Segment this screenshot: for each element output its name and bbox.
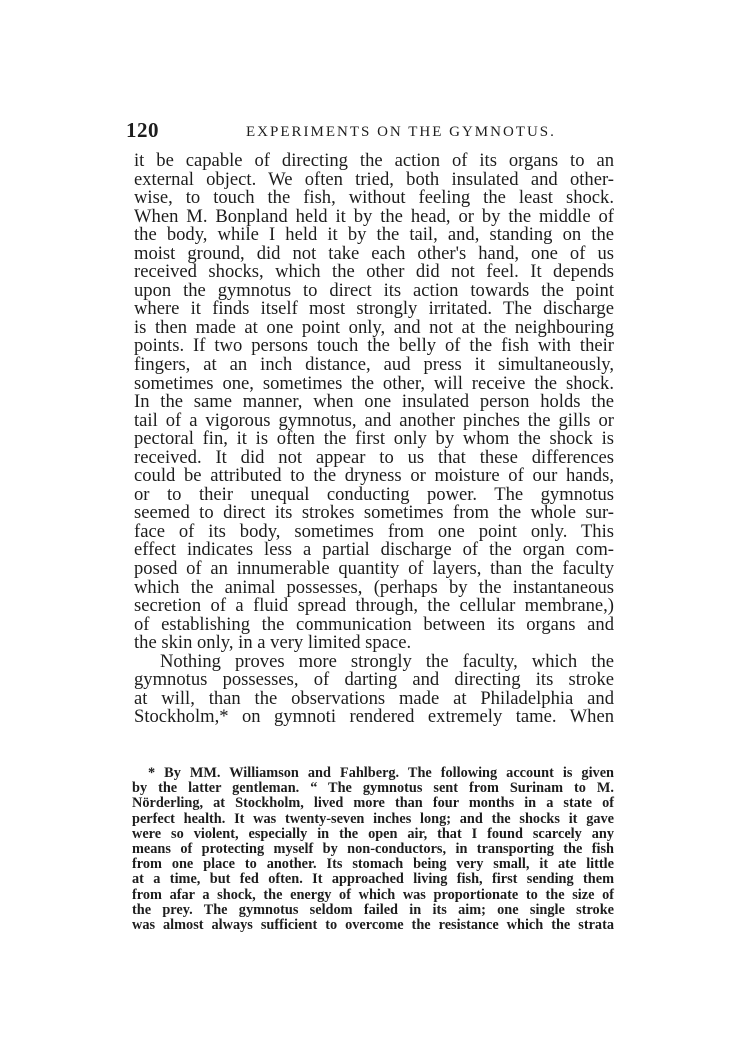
body-line: In the same manner, when one insulated person holds the xyxy=(134,391,614,413)
body-text xyxy=(134,152,614,727)
body-line: tail of a vigorous gymnotus, and another pinches the gills or xyxy=(134,409,614,431)
footnote xyxy=(132,766,614,933)
footnote-line: were so violent, especially in the open air, that I found scarcely any xyxy=(132,825,614,842)
footnote-line: from afar a shock, the energy of which was proportionate to the size of xyxy=(132,886,614,903)
body-line: effect indicates less a partial discharge of the organ com- xyxy=(134,539,614,561)
body-line: the skin only, in a very limited space. xyxy=(134,632,412,654)
body-line: or to their unequal conducting power. The gymnotus xyxy=(134,483,614,505)
body-line: pectoral fin, it is often the first only by whom the shock is xyxy=(134,428,614,450)
body-line: When M. Bonpland held it by the head, or by the middle of xyxy=(134,205,614,227)
footnote-line: from one place to another. Its stomach being very small, it ate little xyxy=(132,856,614,873)
body-line: upon the gymnotus to direct its action towards the point xyxy=(134,279,614,301)
body-line: it be capable of directing the action of its organs to an xyxy=(134,150,614,171)
body-line: Stockholm,* on gymnoti rendered extremely tame. When xyxy=(134,706,614,728)
body-line: secretion of a fluid spread through, the cellular membrane,) xyxy=(134,595,614,617)
body-line: Nothing proves more strongly the faculty, which the xyxy=(160,650,614,672)
body-line: points. If two persons touch the belly of the fish with their xyxy=(134,335,614,357)
footnote-line: means of protecting myself by non-conductors, in transporting the fish xyxy=(132,840,614,857)
running-title: EXPERIMENTS ON THE GYMNOTUS. xyxy=(246,124,556,140)
footnote-line: the prey. The gymnotus seldom failed in its aim; one single stroke xyxy=(132,901,614,918)
body-line: received shocks, which the other did not feel. It depends xyxy=(134,261,614,283)
footnote-line: was almost always sufficient to overcome the resistance which the strata xyxy=(132,916,614,933)
body-line: which the animal possesses, (perhaps by the instantaneous xyxy=(134,576,614,598)
body-line: fingers, at an inch distance, aud press it simultaneously, xyxy=(134,354,614,376)
body-line: face of its body, sometimes from one point only. This xyxy=(134,520,614,542)
body-line: sometimes one, sometimes the other, will receive the shock. xyxy=(134,372,614,394)
footnote-line: by the latter gentleman. “ The gymnotus sent from Surinam to M. xyxy=(132,780,614,797)
body-line: posed of an innumerable quantity of layers, than the faculty xyxy=(134,558,614,580)
body-line: the body, while I held it by the tail, and, standing on the xyxy=(134,224,614,246)
body-line: moist ground, did not take each other's hand, one of us xyxy=(134,242,614,264)
body-line: external object. We often tried, both insulated and other- xyxy=(134,168,614,190)
footnote-line: Nörderling, at Stockholm, lived more than four months in a state of xyxy=(132,795,614,812)
body-line: could be attributed to the dryness or moisture of our hands, xyxy=(134,465,614,487)
body-line: seemed to direct its strokes sometimes from the whole sur- xyxy=(134,502,614,524)
body-line: where it finds itself most strongly irritated. The discharge xyxy=(134,298,614,320)
body-line: received. It did not appear to us that these differences xyxy=(134,446,614,468)
page-number: 120 xyxy=(126,118,159,142)
body-line: wise, to touch the fish, without feeling the least shock. xyxy=(134,187,614,209)
body-line: is then made at one point only, and not at the neighbouring xyxy=(134,316,614,338)
body-line: gymnotus possesses, of darting and directing its stroke xyxy=(134,669,614,691)
body-line: at will, than the observations made at Philadelphia and xyxy=(134,687,614,709)
page-header xyxy=(126,118,616,148)
body-line: of establishing the communication between its organs and xyxy=(134,613,614,635)
footnote-line: at a time, but fed often. It approached living fish, first sending them xyxy=(132,871,614,888)
footnote-line: * By MM. Williamson and Fahlberg. The following account is given xyxy=(148,765,614,781)
footnote-line: perfect health. It was twenty-seven inches long; and the shocks it gave xyxy=(132,810,614,827)
